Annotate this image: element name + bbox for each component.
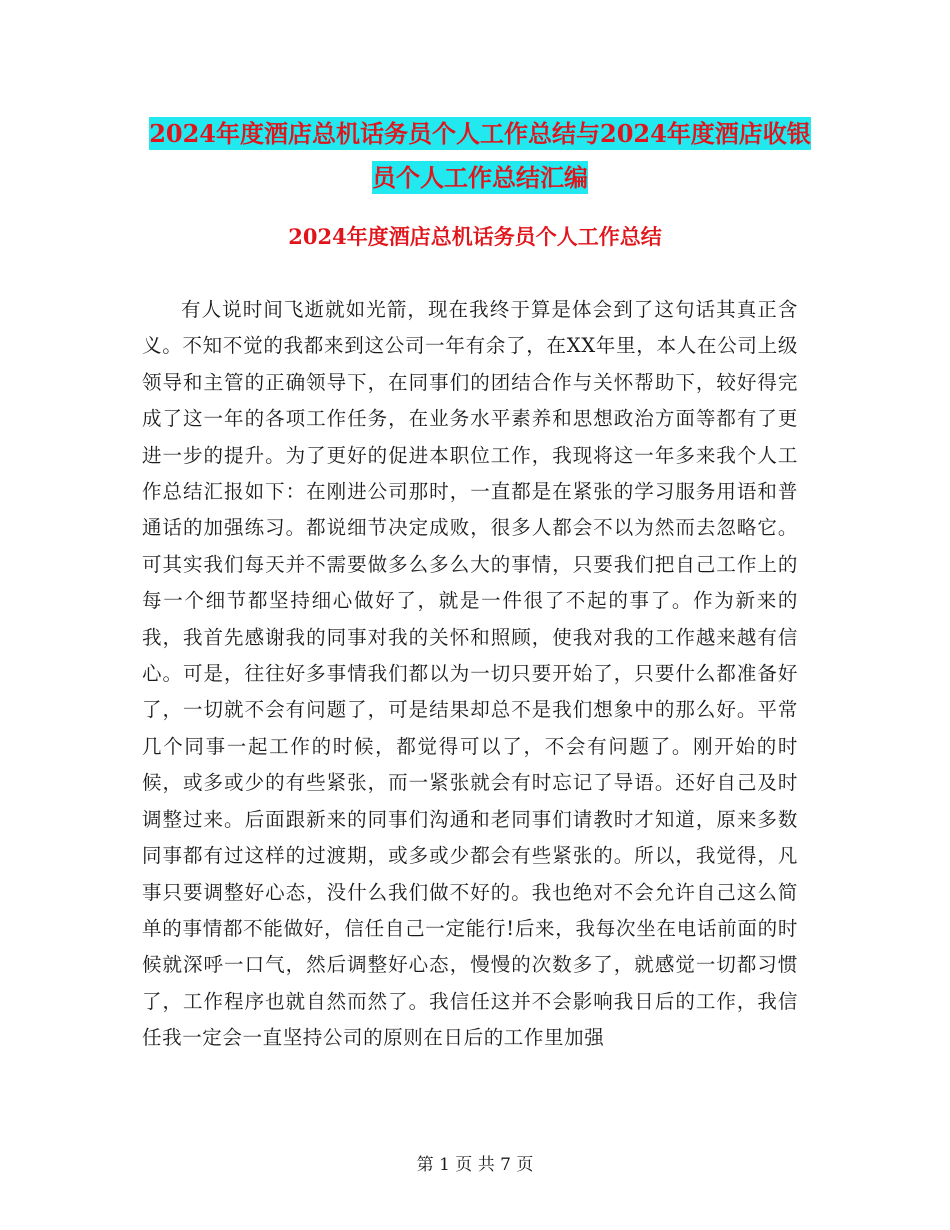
body-paragraph: 有人说时间飞逝就如光箭，现在我终于算是体会到了这句话其真正含义。不知不觉的我都来到这公司一年有余了，在XX年里，本人在公司上级领导和主管的正确领导下，在同事们的团结合作与关怀帮助下，较好得完成了这一年的各项工作任务，在业务水平素养和思想政治方面等都有了更进一步的提升。为了更好的促进本职位工作，我现将这一年多来我个人工作总结汇报如下：在刚进公司那时，一直都是在紧张的学习服务用语和普通话的加强练习。都说细节决定成败，很多人都会不以为然而去忽略它。可其实我们每天并不需要做多么多么大的事情，只要我们把自己工作上的每一个细节都坚持细心做好了，就是一件很了不起的事了。作为新来的我，我首先感谢我的同事对我的关怀和照顾，使我对我的工作越来越有信心。可是，往往好多事情我们都以为一切只要开始了，只要什么都准备好了，一切就不会有问题了，可是结果却总不是我们想象中的那么好。平常几个同事一起工作的时候，都觉得可以了，不会有问题了。刚开始的时候，或多或少的有些紧张，而一紧张就会有时忘记了导语。还好自己及时调整过来。后面跟新来的同事们沟通和老同事们请教时才知道，原来多数同事都有过这样的过渡期，或多或少都会有些紧张的。所以，我觉得，凡事只要调整好心态，没什么我们做不好的。我也绝对不会允许自己这么简单的事情都不能做好，信任自己一定能行!后来，我每次坐在电话前面的时候就深呼一口气，然后调整好心态，慢慢的次数多了，就感觉一切都习惯了，工作程序也就自然而然了。我信任这并不会影响我日后的工作，我信任我一定会一直坚持公司的原则在日后的工作里加强 bbox=[142, 298, 798, 1050]
document-title bbox=[140, 112, 820, 200]
document-title-text: 2024年度酒店总机话务员个人工作总结与2024年度酒店收银员个人工作总结汇编 bbox=[149, 119, 811, 192]
page-number: 第 1 页 共 7 页 bbox=[416, 1155, 534, 1175]
section-heading: 2024年度酒店总机话务员个人工作总结 bbox=[288, 224, 662, 249]
